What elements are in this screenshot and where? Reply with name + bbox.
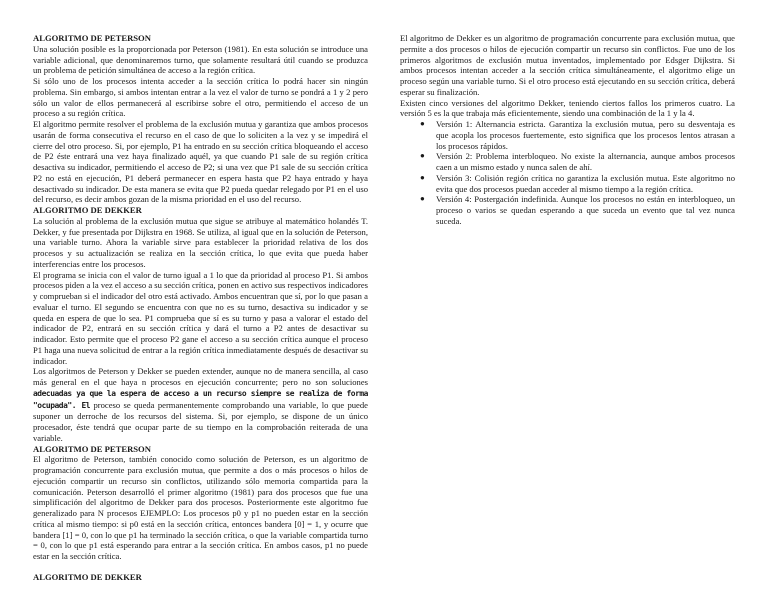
paragraph: Si sólo uno de los procesos intenta acceder a la sección crítica lo podrá hacer sin ningún problema. Sin embargo, si ambos intentan entrar a la vez el valor de turno se pondrá a 1 y 2 pero sólo un valor de ellos permanecerá al escribirse sobre el otro, permitiendo el acceso de un proceso a su región crítica. — [33, 76, 368, 119]
heading-peterson-2: ALGORITMO DE PETERSON — [33, 443, 151, 454]
list-item-text: Versión 4: Postergación indefinida. Aunque los procesos no están en interbloqueo, un proceso o varios se quedan esperando a que suceda un evento que tal vez nunca suceda. — [436, 194, 735, 226]
odd-font-text: adecuadas ya que la espera de acceso a un recurso siempre se realiza de forma "ocupada". El — [33, 388, 368, 410]
list-item — [420, 194, 735, 226]
paragraph: El algoritmo de Dekker es un algoritmo de programación concurrente para exclusión mutua, que permite a dos procesos o hilos de ejecución compartir un recurso sin conflictos. Fue uno de los primeros algoritmos de exclusión mutua inventados, implementado por Edsger Dijkstra. Si ambos procesos intentan acceder a la sección crítica simultáneamente, el algoritmo elige un proceso según una variable turno. Si el otro proceso está ejecutando en su sección crítica, deberá esperar su finalización. — [400, 33, 735, 97]
paragraph-text: proceso se queda permanentemente comprobando una variable, lo que puede suponer un derroche de los recursos del sistema. Si, por ejemplo, se dispone de un único procesador, éste tendrá que ocupar parte de su tiempo en la comprobación reiterada de una variable. — [33, 399, 368, 443]
list-item-text: Versión 2: Problema interbloqueo. No existe la alternancia, aunque ambos procesos caen a un mismo estado y nunca salen de ahí. — [436, 151, 735, 172]
paragraph: Existen cinco versiones del algoritmo Dekker, teniendo ciertos fallos los primeros cuatro. La versión 5 es la que trabaja más eficientemente, siendo una combinación de la 1 y la 4. — [400, 97, 735, 119]
list-item-text: Versión 1: Alternancia estricta. Garantiza la exclusión mutua, pero su desventaja es que acopla los procesos fuertemente, esto significa que los procesos lentos atrasan a los procesos rápidos. — [436, 119, 735, 151]
list-item — [420, 172, 735, 195]
heading-dekker-2: ALGORITMO DE DEKKER — [33, 571, 142, 582]
left-column — [33, 33, 368, 583]
paragraph: El programa se inicia con el valor de turno igual a 1 lo que da prioridad al proceso P1. Si ambos procesos piden a la vez el acceso a su sección crítica, ponen en activo sus respectivos indicadores y comprueban si el indicador del otro está activado. Ambos encuentran que sí, por lo que pasan a evaluar el turno. El segundo se encuentra con que no es su turno, desactiva su indicador y se queda en espera de que lo sea. P1 comprueba que sí es su turno y pasa a valorar el estado del indicador de P2, entrará en su sección crítica y dará el turno a P2 antes de desactivar su indicador. Esto permite que el proceso P2 gane el acceso a su sección crítica aunque el proceso P1 haga una nueva solicitud de entrar a la región crítica inmediatamente después de desactivar su indicador. — [33, 269, 368, 366]
list-item — [420, 119, 735, 151]
bullet-icon: ● — [420, 119, 425, 128]
paragraph: Una solución posible es la proporcionada por Peterson (1981). En esta solución se introduce una variable adicional, que denominaremos turno, que solamente resultará útil cuando se produzca un problema de petición simultánea de acceso a la región crítica. — [33, 43, 368, 76]
bullet-icon: ● — [420, 194, 425, 204]
paragraph: El algoritmo permite resolver el problema de la exclusión mutua y garantiza que ambos procesos usarán de forma consecutiva el recurso en el caso de que lo soliciten a la vez y se impedirá el cierre del otro proceso. Si, por ejemplo, P1 ha entrado en su sección crítica bloqueando el acceso de P2 éste entrará una vez haya finalizado aquél, ya que cuando P1 sale de su región crítica desactiva su indicador, permitiendo el acceso de P2; si una vez que P1 sale de su sección crítica P2 no está en ejecución, P1 deberá permanecer en espera hasta que P2 haya entrado y haya desactivado su indicador. De esta manera se evita que P2 pueda quedar relegado por P1 en el uso del recurso, es decir ambos gozan de la misma prioridad en el uso del recurso. — [33, 119, 368, 205]
paragraph: El algoritmo de Peterson, también conocido como solución de Peterson, es un algoritmo de programación concurrente para exclusión mutua, que permite a dos o más procesos o hilos de ejecución compartir un recurso sin conflictos, utilizando sólo memoria compartida para la comunicación. Peterson desarrolló el primer algoritmo (1981) para dos procesos que fue una simplificación del algoritmo de Dekker para dos procesos. Posteriormente este algoritmo fue generalizado para N procesos EJEMPLO: Los procesos p0 y p1 no pueden estar en la sección crítica al mismo tiempo: si p0 está en la sección crítica, entonces bandera [0] = 1, y ocurre que bandera [1] = 0, con lo que p1 ha terminado la sección crítica, o que la variable compartida turno = 0, con lo que p1 está esperando para entrar a la sección crítica. En ambos casos, p1 no puede estar en la sección crítica. — [33, 454, 368, 561]
paragraph: La solución al problema de la exclusión mutua que sigue se atribuye al matemático holandés T. Dekker, y fue presentada por Dijkstra en 1968. Se utiliza, al igual que en la solución de Peterson, una variable turno. Ahora la variable sirve para establecer la prioridad relativa de los dos procesos y su actualización se realiza en la sección crítica, lo que evita que pueda haber interferencias entre los procesos. — [33, 215, 368, 269]
bullet-icon: ● — [420, 172, 425, 182]
bullet-icon: ● — [420, 151, 425, 161]
heading-peterson: ALGORITMO DE PETERSON — [33, 33, 151, 43]
list-item-text: Versión 3: Colisión región crítica no garantiza la exclusión mutua. Este algoritmo no evita que dos procesos puedan acceder al mismo tiempo a la región crítica. — [436, 172, 735, 194]
right-column — [400, 33, 735, 227]
paragraph-text: Los algoritmos de Peterson y Dekker se pueden extender, aunque no de manera sencilla, al caso más general en el que haya n procesos en ejecución concurrente; pero no son soluciones — [33, 366, 368, 387]
paragraph — [33, 366, 368, 443]
versions-list — [400, 119, 735, 227]
list-item — [420, 151, 735, 173]
heading-dekker: ALGORITMO DE DEKKER — [33, 205, 142, 215]
